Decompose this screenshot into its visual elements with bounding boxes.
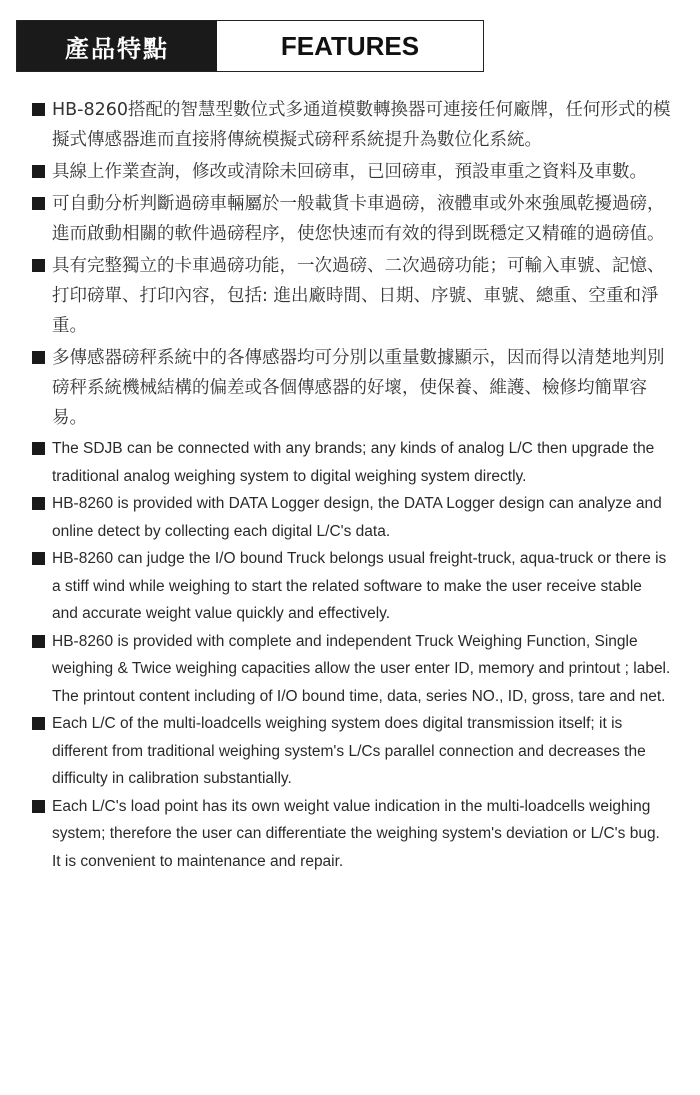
- feature-item-zh: [32, 189, 672, 249]
- feature-text: HB-8260搭配的智慧型數位式多通道模數轉換器可連接任何廠牌，任何形式的模擬式傳感器進而直接將傳統模擬式磅秤系統提升為數位化系統。: [52, 100, 671, 150]
- feature-text: HB-8260 is provided with complete and independent Truck Weighing Function, Single weighing & Twice weighing capacities allow the user enter ID, memory and printout ; label. The printout content including of I/O bound time, data, series NO., ID, gross, tare and net.: [52, 632, 671, 705]
- square-bullet-icon: [32, 165, 45, 178]
- feature-item-zh: [32, 343, 672, 433]
- feature-item-zh: [32, 95, 672, 155]
- feature-item-en: [32, 435, 672, 490]
- feature-text: 多傳感器磅秤系統中的各傳感器均可分別以重量數據顯示，因而得以清楚地判別磅秤系統機械結構的偏差或各個傳感器的好壞，使保養、維護、檢修均簡單容易。: [52, 348, 665, 428]
- header-title-zh: 產品特點: [17, 21, 217, 71]
- feature-item-en: [32, 628, 672, 711]
- feature-item-en: [32, 793, 672, 876]
- square-bullet-icon: [32, 800, 45, 813]
- feature-text: 可自動分析判斷過磅車輛屬於一般載貨卡車過磅，液體車或外來強風乾擾過磅，進而啟動相關的軟件過磅程序，使您快速而有效的得到既穩定又精確的過磅值。: [52, 194, 665, 244]
- square-bullet-icon: [32, 197, 45, 210]
- square-bullet-icon: [32, 259, 45, 272]
- feature-item-en: [32, 710, 672, 793]
- square-bullet-icon: [32, 497, 45, 510]
- feature-text: 具線上作業查詢，修改或清除未回磅車，已回磅車，預設車重之資料及車數。: [52, 162, 647, 182]
- square-bullet-icon: [32, 717, 45, 730]
- square-bullet-icon: [32, 635, 45, 648]
- feature-text: 具有完整獨立的卡車過磅功能，一次過磅、二次過磅功能；可輸入車號、記憶、打印磅單、打印內容，包括: 進出廠時間、日期、序號、車號、總重、空重和淨重。: [52, 256, 665, 336]
- feature-item-zh: [32, 251, 672, 341]
- square-bullet-icon: [32, 351, 45, 364]
- header-title-en: FEATURES: [280, 30, 420, 61]
- square-bullet-icon: [32, 442, 45, 455]
- square-bullet-icon: [32, 552, 45, 565]
- square-bullet-icon: [32, 103, 45, 116]
- feature-item-zh: [32, 157, 672, 187]
- features-list: [32, 95, 672, 875]
- feature-text: Each L/C of the multi-loadcells weighing system does digital transmission itself; it is different from traditional weighing system's L/Cs parallel connection and decreases the difficulty in calibration substantially.: [52, 715, 646, 787]
- feature-item-en: [32, 490, 672, 545]
- feature-text: HB-8260 is provided with DATA Logger design, the DATA Logger design can analyze and online detect by collecting each digital L/C's data.: [52, 495, 662, 540]
- feature-text: HB-8260 can judge the I/O bound Truck belongs usual freight-truck, aqua-truck or there is a stiff wind while weighing to start the related software to make the user receive stable and accurate weight value quickly and effectively.: [52, 550, 667, 622]
- feature-item-en: [32, 545, 672, 628]
- features-header: [16, 20, 484, 72]
- feature-text: Each L/C's load point has its own weight value indication in the multi-loadcells weighing system; therefore the user can differentiate the weighing system's deviation or L/C's bug. It is convenient to maintenance and repair.: [52, 797, 660, 870]
- feature-text: The SDJB can be connected with any brands; any kinds of analog L/C then upgrade the traditional analog weighing system to digital weighing system directly.: [52, 440, 655, 485]
